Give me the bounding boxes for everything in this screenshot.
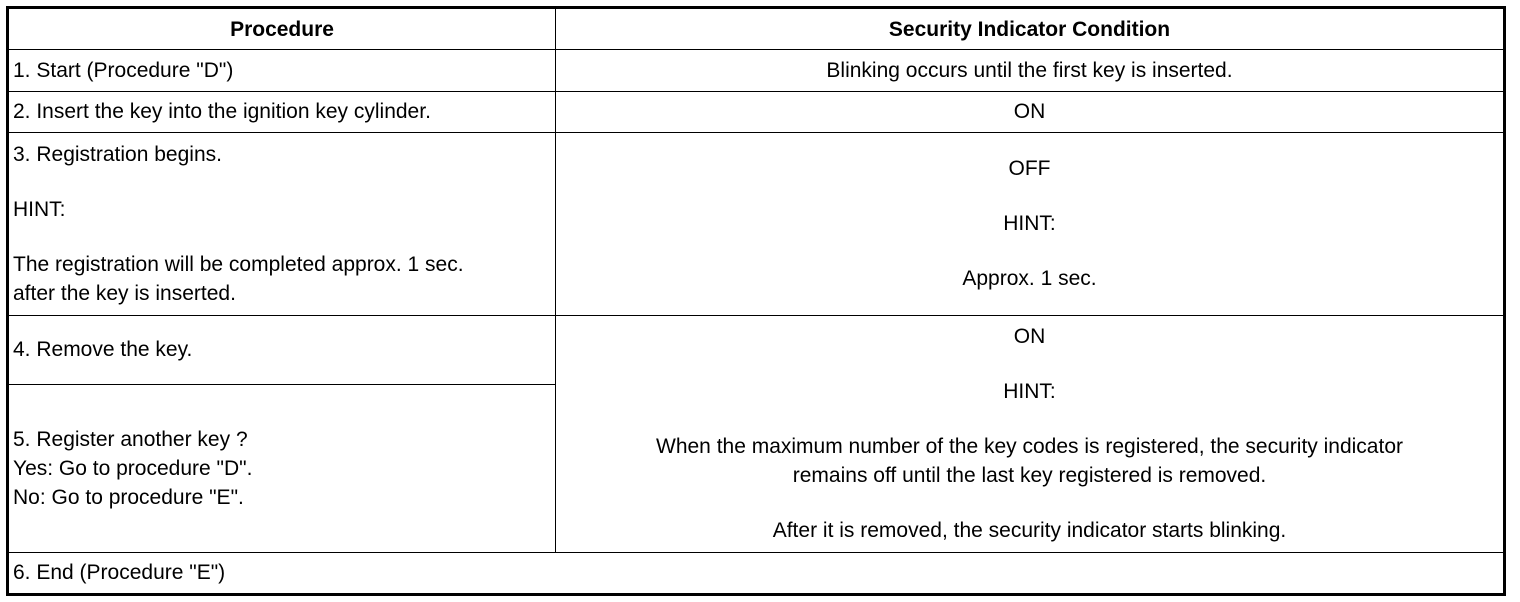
table-row bbox=[8, 552, 1505, 594]
procedure-step-4: 4. Remove the key. bbox=[8, 315, 556, 385]
step-3-hint-label: HINT: bbox=[13, 197, 66, 221]
step-3-hint-text-line-2: after the key is inserted. bbox=[13, 281, 236, 305]
procedure-step-6: 6. End (Procedure "E") bbox=[8, 552, 1505, 594]
step-5-line-1: 5. Register another key ? bbox=[13, 427, 248, 451]
condition-step-3 bbox=[556, 133, 1505, 316]
step-3-text: 3. Registration begins. bbox=[13, 142, 222, 166]
procedure-step-2: 2. Insert the key into the ignition key cylinder. bbox=[8, 91, 556, 132]
table-row bbox=[8, 91, 1505, 132]
step-4-5-condition-text-line-3: After it is removed, the security indicator starts blinking. bbox=[772, 519, 1287, 543]
table-header-row bbox=[8, 8, 1505, 50]
key-registration-table bbox=[6, 6, 1506, 596]
step-4-5-condition-hint-label: HINT: bbox=[1003, 380, 1056, 404]
step-3-condition-hint-text: Approx. 1 sec. bbox=[962, 267, 1097, 291]
procedure-step-1: 1. Start (Procedure "D") bbox=[8, 50, 556, 91]
table-row bbox=[8, 133, 1505, 316]
step-4-5-condition-state: ON bbox=[1013, 325, 1046, 349]
step-5-line-3: No: Go to procedure "E". bbox=[13, 485, 244, 509]
header-procedure: Procedure bbox=[8, 8, 556, 50]
step-3-hint-text-line-1: The registration will be completed approx. 1 sec. bbox=[13, 252, 464, 276]
procedure-step-5 bbox=[8, 385, 556, 552]
condition-step-1: Blinking occurs until the first key is inserted. bbox=[556, 50, 1505, 91]
step-4-5-condition-text-line-1: When the maximum number of the key codes is registered, the security indicator bbox=[656, 435, 1403, 459]
table-row bbox=[8, 315, 1505, 385]
header-security-indicator-condition: Security Indicator Condition bbox=[556, 8, 1505, 50]
step-4-5-condition-text-line-2: remains off until the last key registered is removed. bbox=[792, 464, 1267, 488]
step-5-line-2: Yes: Go to procedure "D". bbox=[13, 456, 253, 480]
table-row bbox=[8, 50, 1505, 91]
condition-step-4-5 bbox=[556, 315, 1505, 552]
procedure-step-3 bbox=[8, 133, 556, 316]
step-3-condition-state: OFF bbox=[1008, 157, 1051, 181]
step-3-condition-hint-label: HINT: bbox=[1003, 212, 1056, 236]
condition-step-2: ON bbox=[556, 91, 1505, 132]
